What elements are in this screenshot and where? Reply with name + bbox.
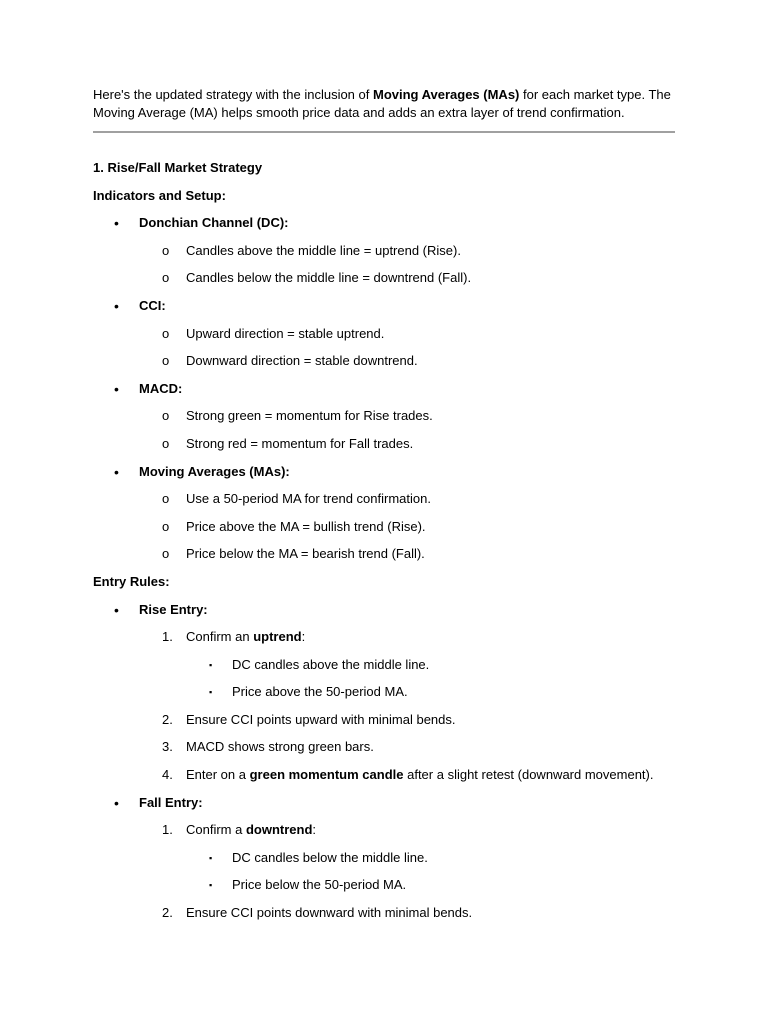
list-item [93,407,675,435]
sub-step-text: DC candles below the middle line. [232,849,428,865]
fall-entry-title: Fall Entry: [139,794,203,810]
list-item [93,463,675,491]
step-text: Enter on a [186,767,250,783]
step-number: 2. [162,711,173,727]
numbered-item [93,628,675,656]
step-text: : [312,822,317,838]
step-text: MACD shows strong green bars. [186,739,374,755]
step-number: 1. [162,629,173,645]
sub-bullet-icon: o [162,491,170,507]
step-bold-text: uptrend [253,629,302,645]
sub-bullet-icon: o [162,353,170,369]
indicator-title: CCI: [139,297,166,313]
list-item [93,876,675,904]
indicator-title: Moving Averages (MAs): [139,463,290,479]
square-bullet-icon: ▪ [209,852,213,863]
numbered-item [93,904,675,932]
list-item [93,490,675,518]
step-text: Ensure CCI points downward with minimal bends. [186,905,473,921]
step-number: 1. [162,822,173,838]
indicator-title: Donchian Channel (DC): [139,215,289,231]
square-bullet-icon: ▪ [209,687,213,698]
bullet-icon: • [114,794,119,811]
list-item [93,352,675,380]
step-text: : [301,629,306,645]
indicators-heading: Indicators and Setup: [93,187,226,203]
step-number: 3. [162,739,173,755]
sub-bullet-icon: o [162,518,170,534]
indicator-item: Candles above the middle line = uptrend (Rise). [186,242,461,258]
intro-paragraph [93,86,675,122]
list-item [93,214,675,242]
intro-text: Moving Average (MA) helps smooth price data and adds an extra layer of trend confirmation. [93,105,625,120]
list-item [93,656,675,684]
sub-bullet-icon: o [162,435,170,451]
indicator-item: Candles below the middle line = downtrend (Fall). [186,270,472,286]
intro-text: Here's the updated strategy with the inclusion of [93,87,373,102]
step-number: 4. [162,767,173,783]
list-item [93,794,675,822]
step-text: Ensure CCI points upward with minimal bends. [186,711,456,727]
list-item [93,380,675,408]
bullet-icon: • [114,215,119,232]
list-item [93,518,675,546]
list-item [93,435,675,463]
square-bullet-icon: ▪ [209,659,213,670]
intro-bold-text: Moving Averages (MAs) [372,87,520,102]
numbered-item [93,821,675,849]
sub-step-text: DC candles above the middle line. [232,656,430,672]
indicator-item: Upward direction = stable uptrend. [186,325,385,341]
bullet-icon: • [114,380,119,397]
step-text: Confirm a [186,822,246,838]
sub-bullet-icon: o [162,546,170,562]
bullet-icon: • [114,601,119,618]
square-bullet-icon: ▪ [209,880,213,891]
sub-bullet-icon: o [162,408,170,424]
numbered-item [93,766,675,794]
list-item [93,242,675,270]
indicator-item: Price below the MA = bearish trend (Fall). [186,546,425,562]
sub-step-text: Price above the 50-period MA. [232,684,408,700]
sub-bullet-icon: o [162,270,170,286]
intro-text: for each market type. The [519,87,671,102]
numbered-item [93,711,675,739]
step-text: after a slight retest (downward movement). [403,767,654,783]
bullet-icon: • [114,297,119,314]
sub-bullet-icon: o [162,325,170,341]
indicator-item: Downward direction = stable downtrend. [186,353,418,369]
list-item [93,683,675,711]
list-item [93,545,675,573]
step-bold-text: green momentum candle [249,767,404,783]
indicator-item: Strong green = momentum for Rise trades. [186,408,433,424]
indicator-item: Price above the MA = bullish trend (Rise). [186,518,426,534]
sub-step-text: Price below the 50-period MA. [232,877,407,893]
list-item [93,297,675,325]
indicator-item: Strong red = momentum for Fall trades. [186,435,414,451]
section-title: 1. Rise/Fall Market Strategy [93,160,263,175]
step-number: 2. [162,905,173,921]
list-item [93,601,675,629]
bullet-icon: • [114,463,119,480]
document-page [93,86,675,932]
indicator-title: MACD: [139,380,183,396]
step-text: Confirm an [186,629,254,645]
numbered-item [93,738,675,766]
step-bold-text: downtrend [245,822,313,838]
list-item [93,325,675,353]
sub-bullet-icon: o [162,242,170,258]
list-item [93,269,675,297]
rise-entry-title: Rise Entry: [139,601,208,617]
list-item [93,849,675,877]
entry-rules-heading: Entry Rules: [93,573,170,589]
horizontal-rule [93,131,675,133]
indicator-item: Use a 50-period MA for trend confirmation. [186,491,431,507]
